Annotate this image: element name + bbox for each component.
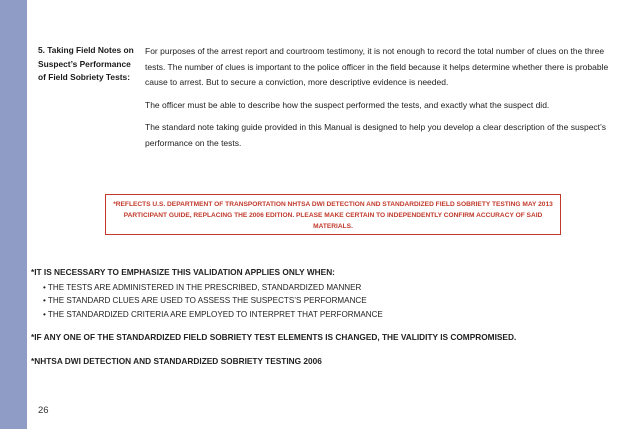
validation-heading: *IT IS NECESSARY TO EMPHASIZE THIS VALIDATION APPLIES ONLY WHEN:: [31, 267, 335, 277]
paragraph: The officer must be able to describe how the suspect performed the tests, and exactly what the suspect did.: [145, 99, 550, 110]
left-margin-bar: [0, 0, 27, 429]
section-heading: 5. Taking Field Notes on Suspect’s Performance of Field Sobriety Tests:: [38, 45, 134, 82]
bullet-item: • THE STANDARD CLUES ARE USED TO ASSESS THE SUSPECTS’S PERFORMANCE: [43, 296, 367, 306]
paragraph: The standard note taking guide provided in this Manual is designed to help you develop a clear description of the suspect’s performance on the tests.: [145, 122, 607, 148]
bullet-item: • THE STANDARDIZED CRITERIA ARE EMPLOYED TO INTERPRET THAT PERFORMANCE: [43, 309, 383, 319]
bullet-item: • THE TESTS ARE ADMINISTERED IN THE PRESCRIBED, STANDARDIZED MANNER: [43, 282, 362, 292]
compromised-note: *IF ANY ONE OF THE STANDARDIZED FIELD SOBRIETY TEST ELEMENTS IS CHANGED, THE VALIDITY IS COMPROMISED.: [31, 332, 517, 343]
disclaimer-notice: *REFLECTS U.S. DEPARTMENT OF TRANSPORTATION NHTSA DWI DETECTION AND STANDARDIZED FIELD SOBRIETY TESTING MAY 2013 PARTICIPANT GUIDE, REPLACING THE 2006 EDITION. PLEASE MAKE CERTAIN TO INDEPENDENTLY CONFIRM ACCURACY OF SAID MATERIALS.: [105, 194, 561, 235]
validation-bullets: [31, 281, 621, 322]
validation-notes: [31, 266, 621, 369]
body-text: [145, 44, 611, 159]
page-number: 26: [38, 405, 49, 416]
paragraph: For purposes of the arrest report and courtroom testimony, it is not enough to record the total number of clues on the three tests. The number of clues is important to the police officer in the field because it helps determine whether there is probable cause to arrest. But to secure a conviction, more descriptive evidence is needed.: [145, 46, 609, 88]
source-note: *NHTSA DWI DETECTION AND STANDARDIZED SOBRIETY TESTING 2006: [31, 355, 322, 366]
